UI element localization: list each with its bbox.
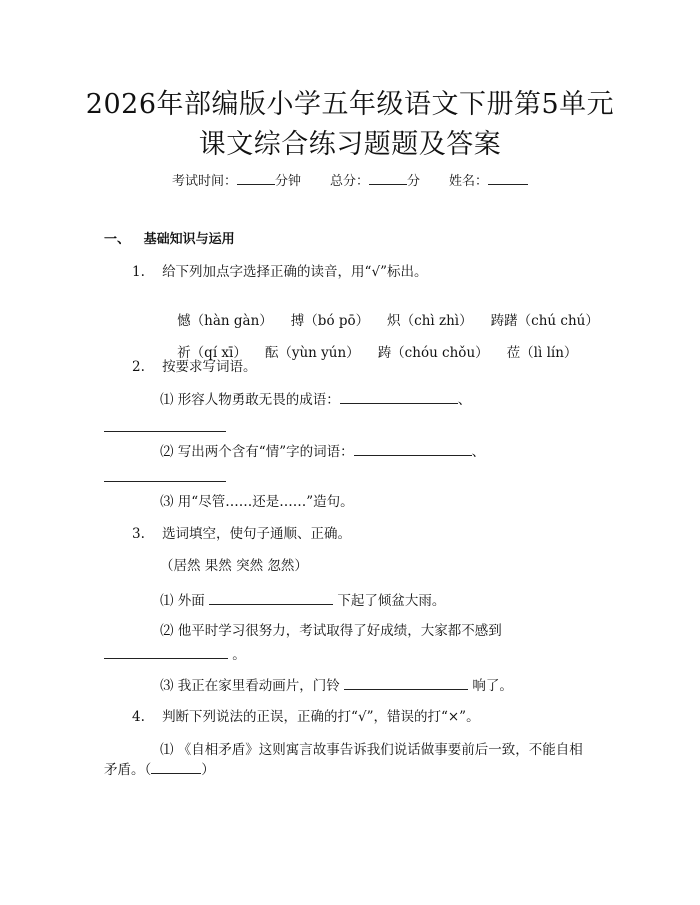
answer-blank[interactable] <box>104 645 228 659</box>
q1-text: 给下列加点字选择正确的读音，用“√”标出。 <box>162 264 428 280</box>
pinyin-option[interactable]: 踌（chóu chǒu） <box>377 345 489 361</box>
q3-sub3-text-end: 响了。 <box>472 678 513 694</box>
q3-sub1-text: ⑴ 外面 <box>160 593 205 609</box>
answer-blank[interactable] <box>209 591 333 605</box>
question-2 <box>132 358 257 376</box>
answer-blank[interactable] <box>340 390 458 404</box>
answer-blank[interactable] <box>354 442 472 456</box>
separator: 、 <box>457 392 472 408</box>
q4-sub1-end: ） <box>201 762 215 778</box>
pinyin-option[interactable]: 搏（bó pō） <box>290 313 370 329</box>
q3-sub2-cont <box>104 645 246 664</box>
q3-sub3-text: ⑶ 我正在家里看动画片，门铃 <box>160 678 340 694</box>
q2-sub1-text: ⑴ 形容人物勇敢无畏的成语： <box>160 392 340 408</box>
question-4 <box>132 708 480 726</box>
q1-number: 1. <box>132 264 145 280</box>
q2-sub1 <box>160 390 471 409</box>
pinyin-option[interactable]: 踌躇（chú chú） <box>490 313 599 329</box>
question-3 <box>132 525 351 543</box>
answer-blank[interactable] <box>151 760 201 774</box>
q2-number: 2. <box>132 359 145 375</box>
section-number: 一、 <box>104 232 131 247</box>
time-label: 考试时间： <box>172 174 238 189</box>
q2-sub3: ⑶ 用“尽管……还是……”造句。 <box>160 494 354 510</box>
answer-blank[interactable] <box>104 418 226 432</box>
q3-sub2-end: 。 <box>232 647 246 663</box>
q4-sub1: ⑴ 《自相矛盾》这则寓言故事告诉我们说话做事要前后一致，不能自相 <box>160 742 583 758</box>
page-subtitle: 课文综合练习题题及答案 <box>198 129 502 160</box>
pinyin-option[interactable]: 憾（hàn gàn） <box>177 313 273 329</box>
section-heading <box>104 231 235 249</box>
answer-blank[interactable] <box>344 676 468 690</box>
q3-sub3 <box>160 676 513 695</box>
q4-number: 4. <box>132 709 145 725</box>
score-unit: 分 <box>407 174 421 189</box>
q3-options: （居然 果然 突然 忽然） <box>160 558 308 574</box>
q4-sub1-cont-text: 矛盾。（ <box>104 762 152 778</box>
q2-sub2-text: ⑵ 写出两个含有“情”字的词语： <box>160 444 354 460</box>
question-1 <box>132 263 427 281</box>
pinyin-option[interactable]: 炽（chì zhì） <box>387 313 473 329</box>
q2-sub1-cont <box>104 418 226 437</box>
score-blank[interactable] <box>369 171 407 185</box>
q3-sub1 <box>160 591 445 610</box>
separator: 、 <box>471 444 486 460</box>
q3-sub2: ⑵ 他平时学习很努力，考试取得了好成绩，大家都不感到 <box>160 623 502 639</box>
section-title: 基础知识与运用 <box>143 232 235 247</box>
q4-sub1-cont <box>104 760 215 779</box>
q3-number: 3. <box>132 526 145 542</box>
q4-text: 判断下列说法的正误，正确的打“√”，错误的打“×”。 <box>162 709 480 725</box>
time-blank[interactable] <box>237 171 275 185</box>
answer-blank[interactable] <box>104 468 226 482</box>
page-title: 2026年部编版小学五年级语文下册第5单元 <box>85 89 615 120</box>
name-label: 姓名： <box>448 174 488 189</box>
time-unit: 分钟 <box>275 174 302 189</box>
pinyin-option[interactable]: 酝（yùn yún） <box>264 345 360 361</box>
name-blank[interactable] <box>488 171 528 185</box>
exam-info <box>0 170 700 189</box>
score-label: 总分： <box>329 174 369 189</box>
q3-text: 选词填空，使句子通顺、正确。 <box>162 526 352 542</box>
q2-text: 按要求写词语。 <box>162 359 257 375</box>
pinyin-option[interactable]: 莅（lì lín） <box>506 345 578 361</box>
q2-sub2-cont <box>104 468 226 487</box>
pinyin-option[interactable]: 祈（qí xī） <box>177 345 247 361</box>
q2-sub2 <box>160 442 485 461</box>
q3-sub1-text-end: 下起了倾盆大雨。 <box>337 593 446 609</box>
